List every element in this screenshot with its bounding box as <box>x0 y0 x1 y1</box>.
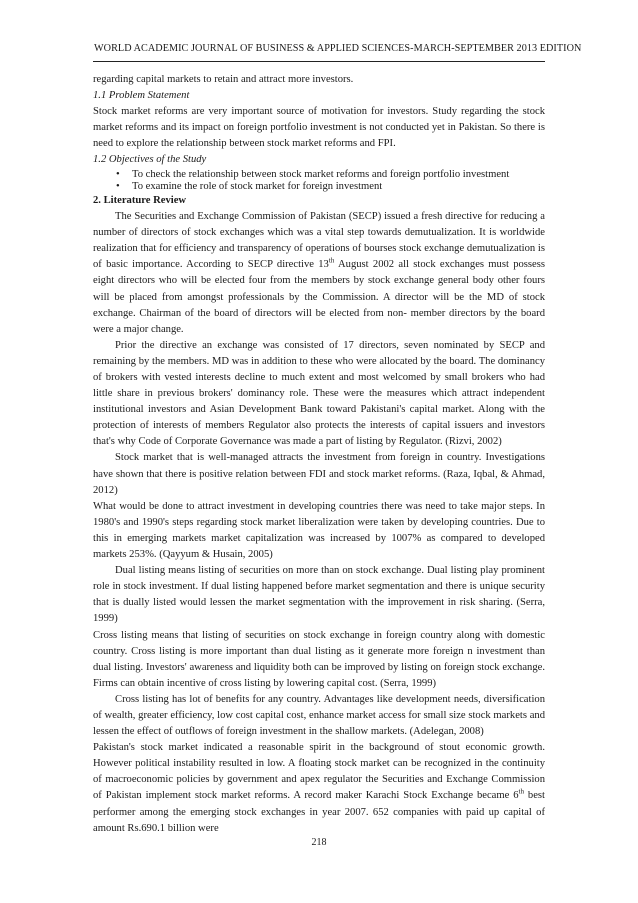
paragraph-text: best performer among the emerging stock exchanges in year 2007. 652 companies with paid up capital of amount Rs.690.1 billion were <box>93 790 545 834</box>
page-number: 218 <box>311 837 327 848</box>
paragraph-text: Pakistan's stock market indicated a reasonable spirit in the background of stout economic growth. However political instability resulted in low. A floating stock market can be recognized in the continuity of macroeconomic policies by government and apex regulator the Securities and Exchange Commission of Pakistan implement stock market reforms. A record maker Karachi Stock Exchange became 6 <box>93 742 545 802</box>
paragraph-text: August 2002 all stock exchanges must possess eight directors who will be elected four from the members by stock exchange general body other fours will be placed from amongst professionals by the Commission. A director will be the MD of stock exchange. Chairman of the board of directors will be elected from non- member directors by the board were a major change. <box>93 259 545 335</box>
paragraph-liberalization: What would be done to attract investment in developing countries there was need to take major steps. In 1980's and 1990's steps regarding stock market liberalization were taken by developing countries. Due to this in emerging markets market capitalization was increased by 1007% as compared to developed markets 253%. (Qayyum & Husain, 2005) <box>93 500 545 561</box>
list-item: • To check the relationship between stock market reforms and foreign portfolio investment <box>116 169 545 181</box>
paragraph-directors: Prior the directive an exchange was consisted of 17 directors, seven nominated by SECP and remaining by the members. MD was in addition to these who were allocated by the board. The dominancy of brokers with vested interests decline to much extent and most welcomed by small brokers who had little share in previous brokers' dominancy role. These were the measures which attract independent institutional investors and Asian Development Bank toward Pakistani's capital market. Along with the protection of interests of members Regulator also protects the interests of capital issuers and investors that's why Code of Corporate Governance was made a part of listing by Regulator. (Rizvi, 2002) <box>93 339 545 448</box>
objectives-heading: 1.2 Objectives of the Study <box>93 154 207 166</box>
paragraph-well-managed: Stock market that is well-managed attracts the investment from foreign in country. Investigations have shown that there is positive relation between FDI and stock market reforms. (Raza, Iqbal, & Ahmad, 2012) <box>93 452 545 496</box>
body-text <box>93 72 545 837</box>
running-header: WORLD ACADEMIC JOURNAL OF BUSINESS & APPLIED SCIENCES-MARCH-SEPTEMBER 2013 EDITION <box>94 43 582 54</box>
problem-paragraph: Stock market reforms are very important source of motivation for investors. Study regarding the stock market reforms and its impact on foreign portfolio investment is not conducted yet in Pakistan. So there is need to explore the relationship between stock market reforms and FPI. <box>93 106 545 150</box>
superscript: th <box>518 787 524 796</box>
list-item: • To examine the role of stock market for foreign investment <box>116 181 545 193</box>
header-rule <box>93 61 545 62</box>
paragraph-pakistan-market <box>93 740 545 837</box>
paragraph-dual-listing: Dual listing means listing of securities on more than on stock exchange. Dual listing play prominent role in stock investment. If dual listing happened before market segmentation and there is unique security that is dually listed would lessen the market segmentation with the improvement in risk sharing. (Serra, 1999) <box>93 565 545 625</box>
paragraph-cross-listing: Cross listing means that listing of securities on stock exchange in foreign country along with domestic country. Cross listing is more important than dual listing as it generate more foreign n investment than dual listing. Investors' awareness and liquidity both can be improved by listing on foreign stock exchange. Firms can obtain incentive of cross listing by lowering capital cost. (Serra, 1999) <box>93 629 545 689</box>
superscript: th <box>328 256 335 265</box>
intro-continuation: regarding capital markets to retain and attract more investors. <box>93 74 354 85</box>
paragraph-text: The Securities and Exchange Commission of Pakistan (SECP) issued a fresh directive for reducing a number of directors of stock exchanges which was a vital step towards demutualization. It is worldwide realization that for efficiency and transparency of operations of bourses stock exchange demutualization is of basic importance. According to SECP directive 13 <box>93 211 545 271</box>
objectives-list <box>93 169 545 193</box>
literature-review-heading: 2. Literature Review <box>93 194 187 206</box>
problem-heading: 1.1 Problem Statement <box>93 90 190 102</box>
paragraph-cross-listing-benefits: Cross listing has lot of benefits for any country. Advantages like development needs, diversification of wealth, greater efficiency, low cost capital cost, enhance market access for small size stock markets and lessen the effect of outflows of foreign investment in the shallow markets. (Adelegan, 2008) <box>93 693 545 738</box>
paragraph-secp-directive <box>93 209 545 338</box>
